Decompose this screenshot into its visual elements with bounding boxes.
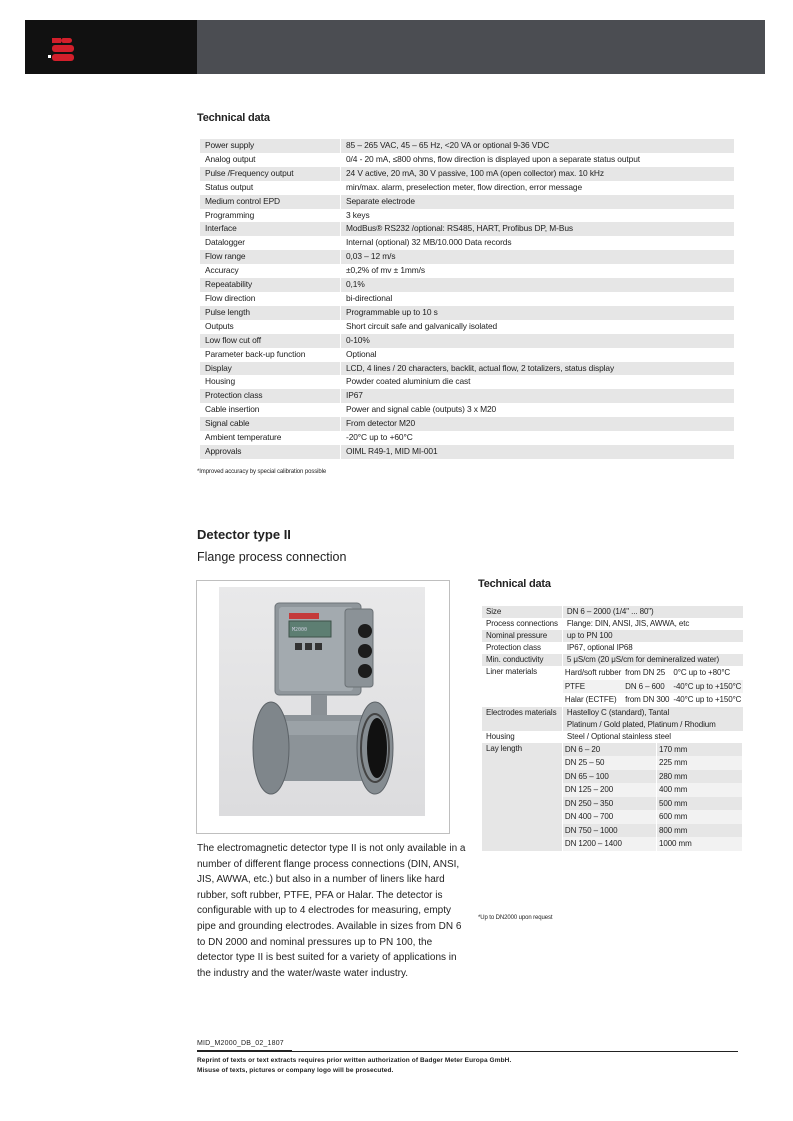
liner-temp: 0°C up to +80°C — [673, 668, 731, 677]
row-value — [562, 743, 743, 851]
lay-length-row — [563, 770, 743, 784]
liner-size: from DN 300 — [625, 695, 670, 704]
row-label: Process connections — [482, 618, 562, 630]
table-row — [200, 431, 734, 445]
table-row — [200, 209, 734, 223]
lcd-display-text: M2000 — [292, 627, 308, 633]
lay-length-row — [563, 756, 743, 770]
electrodes-line-2: Platinum / Gold plated, Platinum / Rhodium — [566, 719, 716, 729]
row-label: Medium control EPD — [200, 195, 341, 209]
detector-subtitle: Flange process connection — [197, 550, 347, 564]
row-label: Outputs — [200, 320, 341, 334]
row-label: Liner materials — [482, 666, 562, 707]
row-value: Steel / Optional stainless steel — [562, 731, 743, 743]
liner-material: PTFE — [563, 680, 623, 694]
row-label: Lay length — [482, 743, 562, 851]
row-value: Optional — [341, 348, 735, 362]
row-value: -20°C up to +60°C — [341, 431, 735, 445]
copyright-notice — [197, 1056, 511, 1076]
row-value: 5 μS/cm (20 μS/cm for demineralized water) — [562, 654, 743, 666]
table-row — [200, 362, 734, 376]
row-label: Datalogger — [200, 236, 341, 250]
liner-size: DN 6 – 600 — [623, 680, 671, 694]
table-row — [200, 139, 734, 153]
row-label: Parameter back-up function — [200, 348, 341, 362]
liner-size: from DN 25 — [625, 668, 666, 677]
lay-length-subtable — [563, 743, 743, 851]
lay-length-mm: 500 mm — [656, 797, 742, 811]
detector-technical-data-title: Technical data — [478, 578, 551, 590]
electrodes-line-1: Hastelloy C (standard), Tantal — [566, 707, 670, 717]
row-value: 3 keys — [341, 209, 735, 223]
table-row — [200, 264, 734, 278]
detector-description: The electromagnetic detector type II is not only available in a number of different flange process connections (DIN, ANSI, JIS, AWWA, etc.) but also in a number of liners like hard rubber, soft rubber, PTFE, PFA or Halar. The detector is configurable with up to 4 electrodes for measuring, empty pipe and grounding electrodes. Available in sizes from DN 6 to DN 2000 and nominal pressures up to PN 100, the detector type II is best suited for a variety of applications in the industry and the water/waste water industry. — [197, 843, 466, 979]
row-label: Protection class — [200, 389, 341, 403]
table-row — [200, 445, 734, 459]
detector-technical-data-table — [482, 606, 743, 851]
lay-length-mm: 400 mm — [656, 783, 742, 797]
row-value: LCD, 4 lines / 20 characters, backlit, actual flow, 2 totalizers, status display — [341, 362, 735, 376]
table-row — [200, 292, 734, 306]
accuracy-footnote: *Improved accuracy by special calibration possible — [197, 469, 327, 475]
row-value: 24 V active, 20 mA, 30 V passive, 100 mA (open collector) max. 10 kHz — [341, 167, 735, 181]
row-value: Programmable up to 10 s — [341, 306, 735, 320]
lay-length-dn: DN 25 – 50 — [563, 756, 657, 770]
lay-length-mm: 280 mm — [656, 770, 742, 784]
row-value: 0/4 - 20 mA, ≤800 ohms, flow direction is displayed upon a separate status output — [341, 153, 735, 167]
lay-length-dn: DN 250 – 350 — [563, 797, 657, 811]
row-label: Pulse length — [200, 306, 341, 320]
row-value: Short circuit safe and galvanically isolated — [341, 320, 735, 334]
row-label: Flow range — [200, 250, 341, 264]
lay-length-row — [563, 783, 743, 797]
lay-length-mm: 1000 mm — [656, 837, 742, 851]
liner-material: Hard/soft rubber — [564, 668, 622, 677]
document-id: MID_M2000_DB_02_1807 — [197, 1040, 284, 1047]
table-row — [200, 417, 734, 431]
table-row — [200, 278, 734, 292]
lay-length-dn: DN 125 – 200 — [563, 783, 657, 797]
lay-length-row — [563, 743, 743, 757]
row-label: Ambient temperature — [200, 431, 341, 445]
row-label: Analog output — [200, 153, 341, 167]
lay-length-mm: 600 mm — [656, 810, 742, 824]
liner-temp: -40°C up to +150°C — [671, 680, 743, 694]
badger-meter-logo — [48, 35, 80, 63]
row-value — [562, 707, 743, 731]
table-row — [200, 348, 734, 362]
row-value: ModBus® RS232 /optional: RS485, HART, Profibus DP, M-Bus — [341, 222, 735, 236]
row-label: Pulse /Frequency output — [200, 167, 341, 181]
row-value: bi-directional — [341, 292, 735, 306]
table-row — [482, 654, 743, 666]
row-label: Repeatability — [200, 278, 341, 292]
row-label: Size — [482, 606, 562, 618]
table-row — [200, 250, 734, 264]
table-row — [482, 743, 743, 851]
row-label: Flow direction — [200, 292, 341, 306]
row-label: Signal cable — [200, 417, 341, 431]
row-label: Protection class — [482, 642, 562, 654]
row-label: Approvals — [200, 445, 341, 459]
row-value — [562, 666, 743, 707]
flow-meter-illustration — [197, 581, 449, 833]
row-label: Housing — [200, 375, 341, 389]
table-row — [200, 306, 734, 320]
table-row — [482, 642, 743, 654]
lay-length-mm: 170 mm — [656, 743, 742, 757]
row-value: ±0,2% of mv ± 1mm/s — [341, 264, 735, 278]
table-row — [200, 389, 734, 403]
row-value: Power and signal cable (outputs) 3 x M20 — [341, 403, 735, 417]
table-row — [200, 375, 734, 389]
table-row — [200, 403, 734, 417]
table-row — [482, 618, 743, 630]
table-row — [482, 630, 743, 642]
table-row — [482, 707, 743, 731]
liner-temp: -40°C up to +150°C — [673, 695, 742, 704]
lay-length-dn: DN 400 – 700 — [563, 810, 657, 824]
liner-subtable — [563, 666, 743, 707]
lay-length-row — [563, 810, 743, 824]
row-label: Display — [200, 362, 341, 376]
lay-length-dn: DN 65 – 100 — [563, 770, 657, 784]
row-value: OIML R49-1, MID MI-001 — [341, 445, 735, 459]
row-value: IP67, optional IP68 — [562, 642, 743, 654]
table-row — [482, 666, 743, 707]
row-value: Separate electrode — [341, 195, 735, 209]
copyright-line-2: Misuse of texts, pictures or company logo will be prosecuted. — [197, 1067, 394, 1074]
row-value: Powder coated aluminium die cast — [341, 375, 735, 389]
lay-length-row — [563, 824, 743, 838]
row-value: 0-10% — [341, 334, 735, 348]
lay-length-row — [563, 797, 743, 811]
lay-length-dn: DN 1200 – 1400 — [563, 837, 657, 851]
liner-material: Halar (ECTFE) — [564, 695, 617, 704]
row-label: Interface — [200, 222, 341, 236]
lay-length-mm: 225 mm — [656, 756, 742, 770]
row-value: up to PN 100 — [562, 630, 743, 642]
row-label: Accuracy — [200, 264, 341, 278]
row-label: Electrodes materials — [482, 707, 562, 731]
technical-data-title: Technical data — [197, 112, 270, 124]
table-row — [200, 167, 734, 181]
table-row — [200, 236, 734, 250]
footer-divider — [197, 1051, 738, 1052]
row-label: Status output — [200, 181, 341, 195]
row-value: IP67 — [341, 389, 735, 403]
liner-row — [563, 666, 743, 680]
lay-length-row — [563, 837, 743, 851]
row-value: min/max. alarm, preselection meter, flow direction, error message — [341, 181, 735, 195]
table-row — [200, 153, 734, 167]
row-label: Cable insertion — [200, 403, 341, 417]
table-row — [200, 181, 734, 195]
lay-length-mm: 800 mm — [656, 824, 742, 838]
row-label: Programming — [200, 209, 341, 223]
table-row — [200, 334, 734, 348]
row-label: Min. conductivity — [482, 654, 562, 666]
dn2000-footnote: *Up to DN2000 upon request — [478, 915, 553, 921]
header-grey-band — [197, 20, 765, 74]
row-label: Housing — [482, 731, 562, 743]
row-label: Nominal pressure — [482, 630, 562, 642]
lay-length-dn: DN 750 – 1000 — [563, 824, 657, 838]
row-value: Flange: DIN, ANSI, JIS, AWWA, etc — [562, 618, 743, 630]
row-value: DN 6 – 2000 (1/4" ... 80") — [562, 606, 743, 618]
row-value: 0,03 – 12 m/s — [341, 250, 735, 264]
table-row — [200, 222, 734, 236]
liner-row — [563, 680, 743, 694]
technical-data-table — [200, 139, 734, 459]
row-value: From detector M20 — [341, 417, 735, 431]
row-label: Power supply — [200, 139, 341, 153]
row-label: Low flow cut off — [200, 334, 341, 348]
row-value: 85 – 265 VAC, 45 – 65 Hz, <20 VA or optional 9-36 VDC — [341, 139, 735, 153]
table-row — [200, 320, 734, 334]
detector-title: Detector type II — [197, 527, 291, 542]
lay-length-dn: DN 6 – 20 — [563, 743, 657, 757]
table-row — [482, 606, 743, 618]
copyright-line-1: Reprint of texts or text extracts requires prior written authorization of Badger Meter Europa GmbH. — [197, 1057, 512, 1064]
row-value: Internal (optional) 32 MB/10.000 Data records — [341, 236, 735, 250]
product-photo-frame — [196, 580, 450, 834]
table-row — [482, 731, 743, 743]
row-value: 0,1% — [341, 278, 735, 292]
liner-row — [563, 693, 743, 707]
table-row — [200, 195, 734, 209]
